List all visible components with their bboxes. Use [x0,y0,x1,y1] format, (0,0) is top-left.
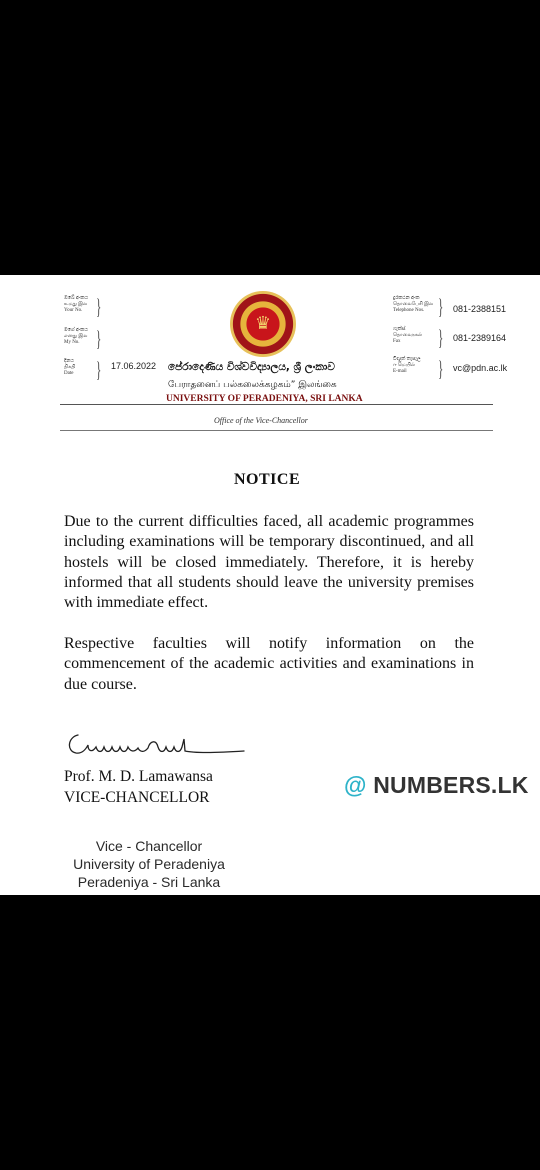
email-label-si: විද්‍යුත් තැපැල [393,357,421,362]
email-label-en: E-mail [393,369,407,374]
date-label-en: Date [64,371,74,376]
notice-paragraph-1: Due to the current difficulties faced, all academic programmes including examinations will be temporary discontinued, and all hostels will be closed immediately. Therefore, it is hereby informed that all students should leave the university premises with immediate effect. [64,513,474,612]
email-label-ta: ஈ மெயில் [393,363,415,368]
at-symbol: @ [344,772,367,798]
fax-label-ta: தொலைநகல் [393,333,423,338]
fax-field [393,327,422,345]
email-value: vc@pdn.ac.lk [453,363,508,373]
signatory-name: Prof. M. D. Lamawansa [64,768,213,785]
date-field [64,359,75,377]
date-label-si: දිනය [64,359,74,364]
university-name-sinhala: පේරාදෙණිය විශ්වවිද්‍යාලය, ශ්‍රී ලංකාව [168,361,335,373]
official-stamp [56,837,242,891]
telephone-field [393,296,433,314]
telephone-label-ta: தொலைபேசி இல [393,302,434,307]
watermark-text: NUMBERS.LK [373,772,529,798]
my-no-label-en: My No. [64,340,80,345]
your-no-field [64,296,88,314]
notice-title: NOTICE [234,471,301,488]
fax-brace: } [438,325,444,350]
telephone-label-en: Telephone Nos. [393,308,425,313]
notice-document [0,275,540,895]
stamp-line-2: University of Peradeniya [73,856,225,872]
date-value: 17.06.2022 [111,361,157,371]
telephone-value: 081-2388151 [453,304,507,314]
email-field [393,357,421,375]
your-no-label-en: Your No. [64,308,83,313]
office-divider [60,430,493,431]
my-no-label-ta: எனது இல [64,334,88,339]
your-no-label-si: ඔබේ අංකය [64,296,88,301]
telephone-brace: } [438,294,444,319]
lion-emblem-icon: ♛ [254,313,272,334]
stamp-line-3: Peradeniya - Sri Lanka [77,874,221,890]
fax-value: 081-2389164 [453,333,507,343]
date-brace: } [96,357,102,382]
fax-label-si: ෆැක්ස් [393,327,406,332]
university-name-tamil: பேராதனைப் பல்கலைக்கழகம்” இலங்கை [168,380,337,390]
handwritten-signature [64,727,246,761]
date-label-ta: திகதி [64,365,76,370]
stamp-line-1: Vice - Chancellor [95,838,203,854]
signatory-title: VICE-CHANCELLOR [64,789,210,806]
fax-label-en: Fax [393,339,401,344]
university-name-english: UNIVERSITY OF PERADENIYA, SRI LANKA [166,394,363,404]
your-no-label-ta: உமது இல [64,302,88,307]
telephone-label-si: දුරකථන අංක [393,296,420,301]
my-no-label-si: මගේ අංකය [64,328,88,333]
numbers-lk-watermark [344,772,529,799]
email-brace: } [438,356,444,381]
letterhead-divider [60,404,493,405]
notice-paragraph-2: Respective faculties will notify information on the commencement of the academic activities and examinations in due course. [64,635,474,693]
my-no-field [64,328,88,346]
my-no-brace: } [96,326,102,351]
office-of-vice-chancellor: Office of the Vice-Chancellor [214,416,308,425]
university-crest-logo [230,291,296,357]
your-no-brace: } [96,294,102,319]
